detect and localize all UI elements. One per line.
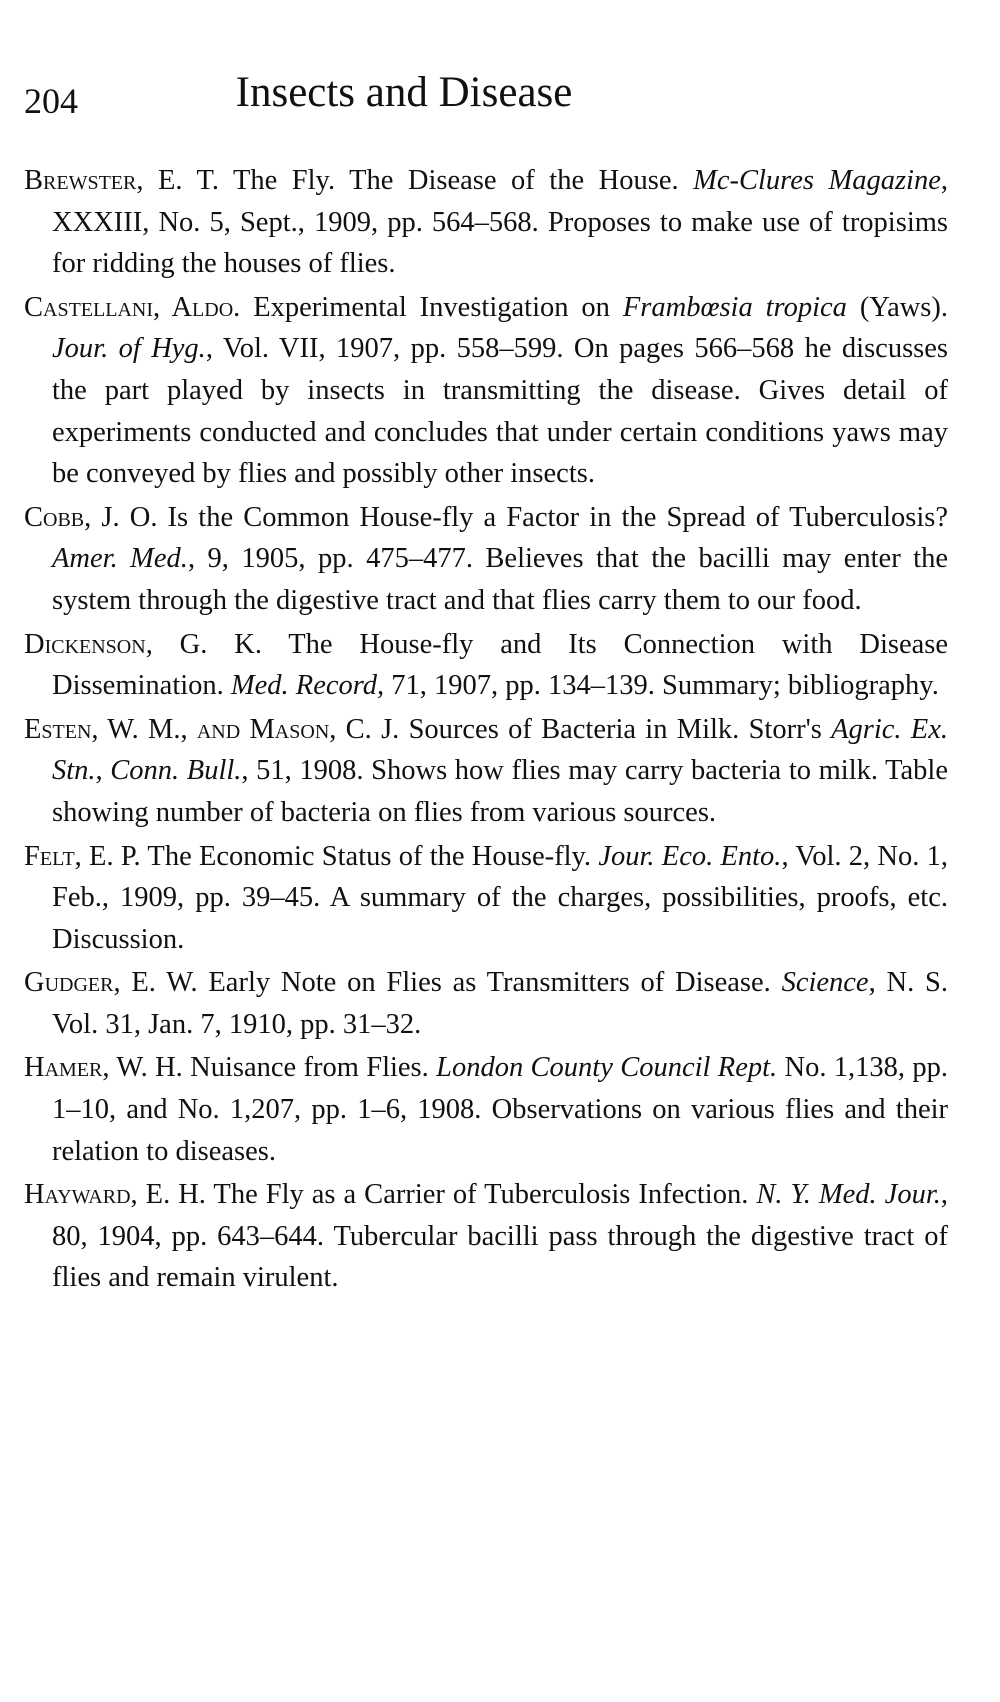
entry-text: , Vol. VII, 1907, pp. 558–599. On pages 566–568 he discusses the part played by insects in transmitting the disease. Gives detail of experiments conducted and concludes that under certain conditions yaws may be conveyed by flies and possibly other insects. [52, 333, 948, 490]
entry-text: , E. P. The Economic Status of the House-fly. [74, 840, 599, 872]
entry-text: . Experimental Investigation on [233, 291, 623, 323]
bibliography-entry [24, 497, 948, 622]
author-name: Esten [24, 713, 92, 745]
entry-text: , E. T. The Fly. The Disease of the House. [136, 165, 694, 196]
publication-title: Science [781, 967, 869, 999]
publication-title: Frambœsia tropica [622, 291, 847, 323]
entry-text: , J. O. Is the Common House-fly a Factor in the Spread of Tuberculosis? [84, 501, 948, 533]
page-header [24, 68, 948, 128]
publication-title: Mc-Clures Magazine [693, 165, 941, 196]
bibliography-entry [24, 287, 948, 495]
author-name: Brewster [24, 165, 137, 196]
author-name: and Mason [196, 713, 330, 745]
entry-text: , E. W. Early Note on Flies as Transmitters of Disease. [113, 967, 782, 999]
author-name: Hamer [24, 1052, 103, 1084]
entry-text: No. 1,138, pp. 1–10, and No. 1,207, pp. 1–6, 1908. Observations on various flies and their relation to diseases. [52, 1052, 948, 1167]
bibliography-entry [24, 160, 948, 285]
author-name: Hayward [24, 1179, 131, 1211]
entry-text: 71, 1907, pp. 134–139. Summary; bibliography. [384, 670, 939, 702]
author-name: Gudger [24, 967, 114, 999]
bibliography-entry [24, 1047, 948, 1172]
entry-text: , W. M., [91, 713, 197, 745]
author-name: Dickenson [24, 628, 146, 660]
publication-title: London County Council Rept. [436, 1052, 778, 1084]
running-title: Insects and Disease [235, 69, 573, 116]
bibliography-list [24, 160, 948, 1301]
publication-title: Amer. Med. [52, 543, 188, 575]
page-number: 204 [24, 81, 78, 121]
publication-title: Agric. Ex. Stn., Conn. Bull. [52, 713, 948, 787]
entry-text: , N. S. Vol. 31, Jan. 7, 1910, pp. 31–32. [52, 967, 948, 1040]
entry-text: (Yaws). [846, 291, 949, 323]
author-name: Castellani, Aldo [24, 291, 234, 323]
publication-title: Jour. Eco. Ento. [598, 840, 782, 872]
entry-text: , Vol. 2, No. 1, Feb., 1909, pp. 39–45. A summary of the charges, possibilities, proofs, etc. Discussion. [52, 840, 948, 955]
entry-text: , XXXIII, No. 5, Sept., 1909, pp. 564–568. Proposes to make use of tropisims for ridding the houses of flies. [52, 165, 948, 280]
entry-text: , W. H. Nuisance from Flies. [102, 1052, 437, 1084]
publication-title: Med. Record, [230, 670, 385, 702]
entry-text: , G. K. The House-fly and Its Connection with Disease Dissemination. [52, 628, 948, 702]
author-name: Felt [24, 840, 75, 872]
entry-text: , 51, 1908. Shows how flies may carry bacteria to milk. Table showing number of bacteria on flies from various sources. [52, 755, 948, 828]
entry-text: , C. J. Sources of Bacteria in Milk. Storr's [329, 713, 832, 745]
publication-title: N. Y. Med. Jour. [756, 1179, 941, 1211]
bibliography-entry [24, 836, 948, 961]
bibliography-entry [24, 1174, 948, 1299]
bibliography-entry [24, 962, 948, 1045]
entry-text: , 9, 1905, pp. 475–477. Believes that the bacilli may enter the system through the digestive tract and that flies carry them to our food. [52, 543, 948, 616]
bibliography-entry [24, 709, 948, 834]
entry-text: , E. H. The Fly as a Carrier of Tuberculosis Infection. [130, 1179, 757, 1211]
publication-title: Jour. of Hyg. [52, 333, 206, 365]
entry-text: , 80, 1904, pp. 643–644. Tubercular bacilli pass through the digestive tract of flies and remain virulent. [52, 1179, 949, 1294]
author-name: Cobb [24, 501, 85, 533]
bibliography-entry [24, 624, 948, 707]
